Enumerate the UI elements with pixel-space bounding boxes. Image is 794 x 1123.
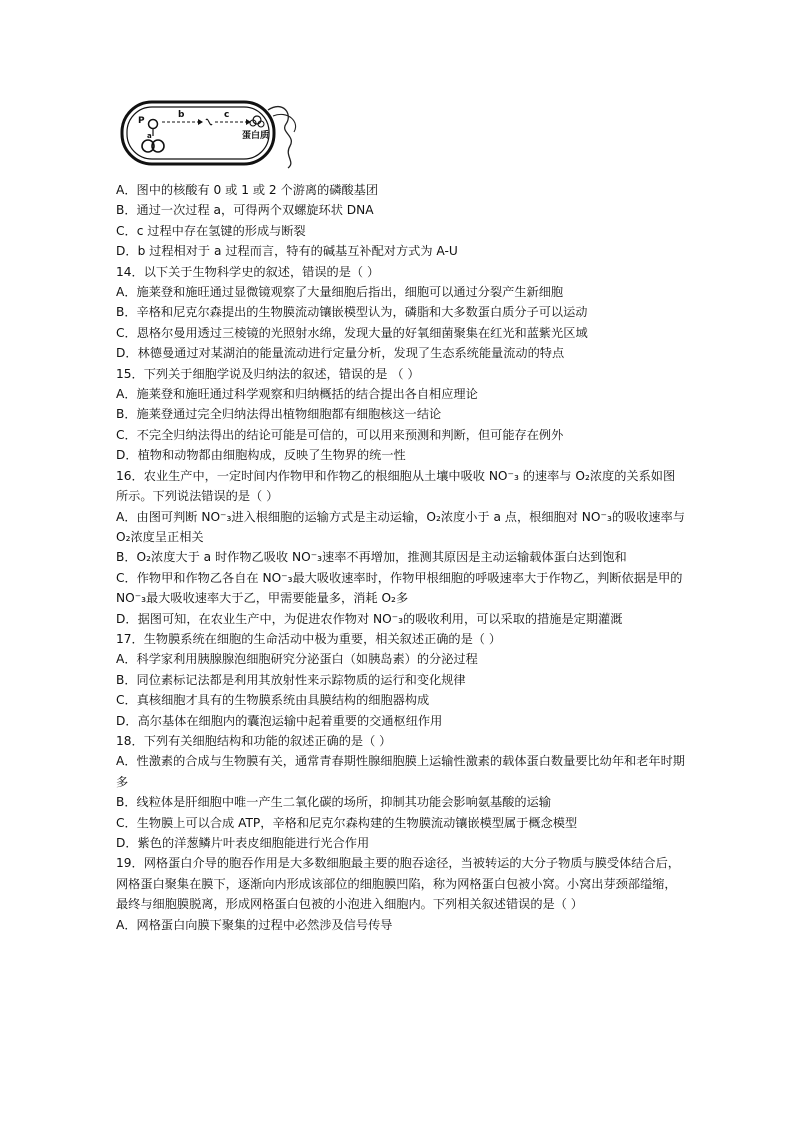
q14-option-b: B．辛格和尼克尔森提出的生物膜流动镶嵌模型认为，磷脂和大多数蛋白质分子可以运动 bbox=[116, 305, 588, 320]
q15-option-a: A．施莱登和施旺通过科学观察和归纳概括的结合提出各自相应理论 bbox=[116, 387, 478, 402]
arrow-b-head bbox=[198, 119, 203, 125]
q17-option-c: C．真核细胞才具有的生物膜系统由具膜结构的细胞器构成 bbox=[116, 693, 430, 708]
q13-option-c: C．c 过程中存在氢键的形成与断裂 bbox=[116, 223, 306, 238]
q17-option-a: A．科学家利用胰腺腺泡细胞研究分泌蛋白（如胰岛素）的分泌过程 bbox=[116, 652, 478, 667]
q14-option-a: A．施莱登和施旺通过显微镜观察了大量细胞后指出，细胞可以通过分裂产生新细胞 bbox=[116, 285, 564, 300]
q14-option-c: C．恩格尔曼用透过三棱镜的光照射水绵，发现大量的好氧细菌聚集在红光和蓝紫光区域 bbox=[116, 325, 588, 340]
q14-option-d: D．林德曼通过对某湖泊的能量流动进行定量分析，发现了生态系统能量流动的特点 bbox=[116, 346, 565, 361]
q19-option-a: A．网格蛋白向膜下聚集的过程中必然涉及信号传导 bbox=[116, 917, 393, 932]
q15-stem: 15．下列关于细胞学说及归纳法的叙述，错误的是 （ ） bbox=[116, 366, 420, 381]
q17-option-b: B．同位素标记法都是利用其放射性来示踪物质的运行和变化规律 bbox=[116, 672, 466, 687]
label-protein: 蛋白质 bbox=[242, 131, 270, 141]
mrna-squiggle bbox=[206, 119, 212, 125]
q15-option-d: D．植物和动物都由细胞构成，反映了生物界的统一性 bbox=[116, 448, 406, 463]
q17-stem: 17．生物膜系统在细胞的生命活动中极为重要，相关叙述正确的是（ ） bbox=[116, 631, 502, 646]
q16-option-d: D．据图可知，在农业生产中，为促进农作物对 NO⁻₃的吸收利用，可以采取的措施是定期灌溉 bbox=[116, 611, 623, 626]
q16-option-a: A．由图可判断 NO⁻₃进入根细胞的运输方式是主动运输，O₂浓度小于 a 点，根细胞对 NO⁻₃的吸收速率与 O₂浓度呈正相关 bbox=[116, 509, 685, 544]
label-c: c bbox=[224, 110, 230, 120]
label-p: P bbox=[138, 116, 145, 126]
q18-option-d: D．紫色的洋葱鳞片叶表皮细胞能进行光合作用 bbox=[116, 836, 370, 850]
q13-option-d: D．b 过程相对于 a 过程而言，特有的碱基互补配对方式为 A-U bbox=[116, 244, 458, 259]
q13-option-b: B．通过一次过程 a，可得两个双螺旋环状 DNA bbox=[116, 203, 374, 218]
q16-option-b: B．O₂浓度大于 a 时作物乙吸收 NO⁻₃速率不再增加，推测其原因是主动运输载体蛋白达到饱和 bbox=[116, 550, 627, 565]
q15-option-c: C．不完全归纳法得出的结论可能是可信的，可以用来预测和判断，但可能存在例外 bbox=[116, 427, 564, 442]
q19-stem: 19．网格蛋白介导的胞吞作用是大多数细胞最主要的胞吞途径，当被转运的大分子物质与膜受体结合后，网格蛋白聚集在膜下，逐渐向内形成该部位的细胞膜凹陷，称为网格蛋白包被小窝。小窝出芽颈部缢缩，最终与细胞膜脱离，形成网格蛋白包被的小泡进入细胞内。下列相关叙述错误的是（ ） bbox=[116, 856, 680, 912]
q16-option-c: C．作物甲和作物乙各自在 NO⁻₃最大吸收速率时，作物甲根细胞的呼吸速率大于作物乙，判断依据是甲的 NO⁻₃最大吸收速率大于乙，甲需要能量多，消耗 O₂多 bbox=[116, 570, 683, 606]
label-b: b bbox=[178, 110, 185, 120]
bacterium-diagram bbox=[118, 96, 308, 172]
q18-stem: 18．下列有关细胞结构和功能的叙述正确的是（ ） bbox=[116, 733, 392, 748]
dna-circle bbox=[149, 120, 158, 129]
bacterium-figure bbox=[118, 96, 308, 172]
q15-option-b: B．施莱登通过完全归纳法得出植物细胞都有细胞核这一结论 bbox=[116, 407, 442, 422]
q13-option-a: A．图中的核酸有 0 或 1 或 2 个游离的磷酸基团 bbox=[116, 183, 379, 197]
q18-option-c: C．生物膜上可以合成 ATP，辛格和尼克尔森构建的生物膜流动镶嵌模型属于概念模型 bbox=[116, 815, 578, 830]
q18-option-a: A．性激素的合成与生物膜有关，通常青春期性腺细胞膜上运输性激素的载体蛋白数量要比幼年和老年时期多 bbox=[116, 754, 685, 789]
question-content bbox=[116, 180, 686, 935]
q16-stem: 16．农业生产中，一定时间内作物甲和作物乙的根细胞从土壤中吸收 NO⁻₃ 的速率与 O₂浓度的关系如图所示。下列说法错误的是（ ） bbox=[116, 468, 676, 504]
q17-option-d: D．高尔基体在细胞内的囊泡运输中起着重要的交通枢纽作用 bbox=[116, 713, 443, 728]
q14-stem: 14．以下关于生物科学史的叙述，错误的是（ ） bbox=[116, 264, 380, 279]
label-a: a bbox=[147, 132, 152, 140]
q18-option-b: B．线粒体是肝细胞中唯一产生二氧化碳的场所，抑制其功能会影响氨基酸的运输 bbox=[116, 795, 551, 810]
